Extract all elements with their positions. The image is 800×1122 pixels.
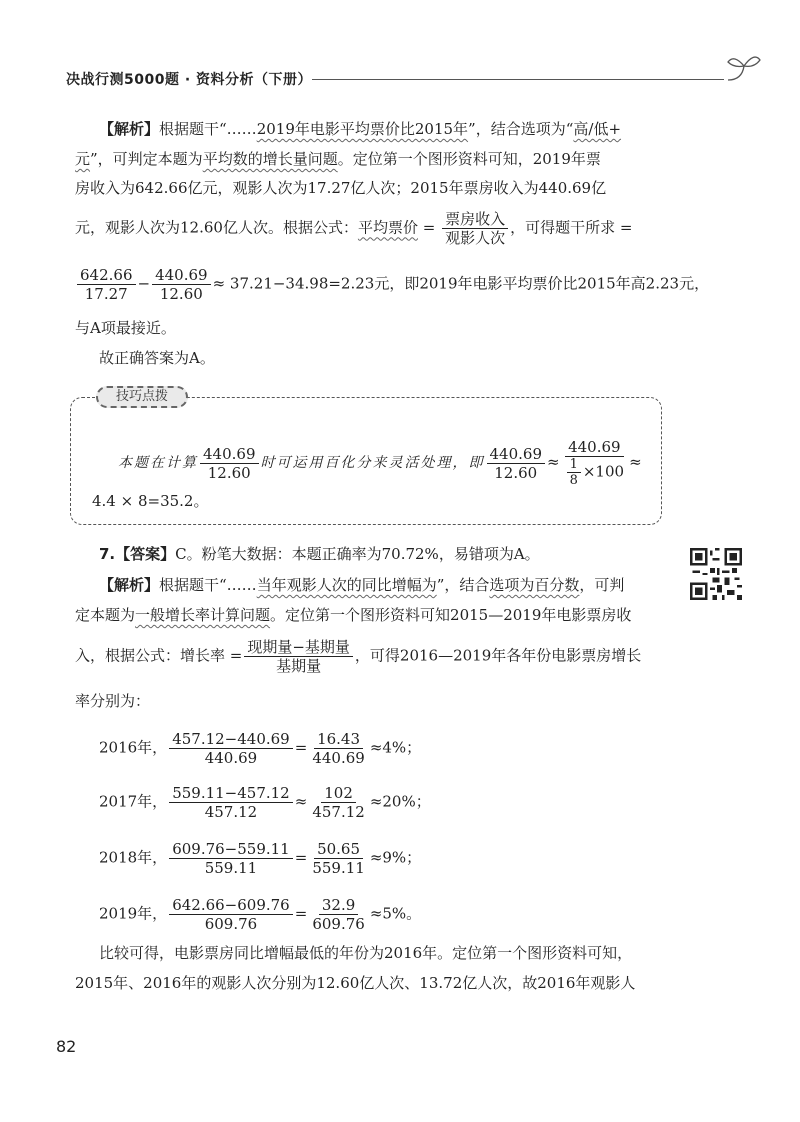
year: 2016年， [99,738,168,757]
answer-line [99,543,540,565]
denominator: 457.12 [204,803,258,821]
numerator: 16.43 [314,730,363,749]
denominator: 609.76 [312,915,365,933]
analysis-line: 元，观影人次为12.60亿人次。根据公式：平均票价 = $\frac{\text{票房收入}}{\text{观影人次}}$ ，可得题干所求 = [75,210,633,247]
analysis-line [99,118,621,140]
year: 2019年， [99,904,168,923]
operator: = [294,904,308,923]
tip-badge: 技巧点拨 [96,386,188,408]
fraction [309,896,368,933]
numerator: 440.69 [565,438,624,457]
text: 元，观影人次为12.60亿人次。根据公式： [75,218,358,237]
text: ”，结合 [436,576,490,594]
conclusion-line: 2015年、2016年的观影人次分别为12.60亿人次、13.72亿人次，故2016年观影人 [75,974,636,992]
analysis-line: $\frac{642.66}{17.27}$ − $\frac{440.69}{12.60}$ ≈ 37.21−34.98=2.23元，即2019年电影平均票价比2015年高2.23元， [75,266,709,303]
numerator: 1 [567,457,581,473]
denominator: 609.76 [204,915,258,933]
conclusion-line: 比较可得，电影票房同比增幅最低的年份为2016年。定位第一个图形资料可知， [99,944,633,962]
emphasis: 选项为百分数 [489,576,580,594]
numerator: 559.11−457.12 [169,784,293,803]
numerator: 642.66−609.76 [169,896,293,915]
numerator: 457.12−440.69 [169,730,293,749]
denominator: 12.60 [494,463,538,482]
text: 入，根据公式：增长率 = [75,646,243,665]
text: 定本题为 [75,606,136,624]
numerator: 440.69 [200,445,259,464]
analysis-line [99,574,624,596]
text: 根据题干“…… [159,576,257,594]
text: 本题在计算 [118,455,198,471]
denominator: 8 [569,473,578,488]
text: C。粉笔大数据：本题正确率为70.72%，易错项为A。 [175,545,540,563]
denominator: 基期量 [276,657,322,675]
numerator: 440.69 [487,445,546,464]
analysis-line: 故正确答案为A。 [99,349,215,367]
fraction [169,840,293,877]
fraction [562,438,627,488]
calc-row [99,896,421,933]
operator: ≈ [294,792,308,811]
running-header-title: 决战行测5000题 · 资料分析（下册） [66,72,313,88]
year: 2018年， [99,848,168,867]
tip-line: 4.4 × 8=35.2。 [92,492,209,510]
text: 。定位第一个图形资料可知，2019年票 [337,150,601,168]
denominator: 457.12 [312,803,365,821]
analysis-line: 率分别为： [75,692,151,710]
formula-fraction [442,210,508,247]
result: ≈9%； [369,848,422,867]
tip-line: 本题在计算 $\frac{440.69}{12.60}$ 时可运用百化分来灵活处理，即 $\frac{440.69}{12.60}$ ≈ 440.69 $\frac{1}{8}$ ×100 ≈ [118,438,642,488]
text: 根据题干“…… [159,120,257,138]
denominator: 559.11 [312,859,365,877]
fraction [309,730,368,767]
denominator [562,457,627,488]
text: 时可运用百化分来灵活处理，即 [260,455,485,471]
emphasis: 平均数的增长量问题 [202,150,338,168]
numerator: 50.65 [314,840,363,859]
operator: = [294,848,308,867]
fraction [169,784,293,821]
year: 2017年， [99,792,168,811]
header-rule [312,79,724,80]
denominator: 440.69 [204,749,258,767]
result: ≈5%。 [369,904,422,923]
formula-fraction [244,638,353,675]
analysis-line: 房收入为642.66亿元，观影人次为17.27亿人次；2015年票房收入为440.69亿 [75,179,607,197]
calc-row [99,840,421,877]
fraction [309,784,368,821]
operator: = [294,738,308,757]
numerator: 票房收入 [442,210,508,229]
numerator: 32.9 [319,896,358,915]
result: ≈4%； [369,738,422,757]
fraction [169,896,293,933]
denominator: 观影人次 [445,229,506,247]
emphasis: 2019年电影平均票价比2015年 [256,120,469,138]
text: 。定位第一个图形资料可知2015—2019年电影票房收 [270,606,632,624]
analysis-line: 与A项最接近。 [75,319,176,337]
fraction [309,840,368,877]
numerator: 642.66 [77,266,136,285]
fraction [77,266,136,303]
denominator: 12.60 [207,463,251,482]
text: ≈ 37.21−34.98=2.23元，即2019年电影平均票价比2015年高2.23元， [212,274,710,293]
answer-tag: 7.【答案】 [99,545,176,563]
numerator: 440.69 [152,266,211,285]
denominator: 559.11 [204,859,258,877]
text: ，可得题干所求 = [510,218,633,237]
denominator: 12.60 [159,285,203,303]
fraction [169,730,293,767]
emphasis: 平均票价 [357,218,418,237]
analysis-tag: 【解析】 [99,120,160,138]
fraction [200,445,259,482]
emphasis: 元 [75,150,91,168]
text: ”，可判定本题为 [90,150,203,168]
sprout-icon [724,52,764,84]
fraction [152,266,211,303]
analysis-tag: 【解析】 [99,576,160,594]
denominator: 440.69 [312,749,365,767]
multiplier: ×100 [582,462,625,481]
analysis-line [75,638,641,675]
emphasis: 当年观影人次的同比增幅为 [256,576,437,594]
emphasis: 高/低+ [573,120,622,138]
page-number: 82 [56,1037,77,1056]
numerator: 102 [321,784,356,803]
result: ≈20%； [369,792,431,811]
fraction [567,457,581,488]
text: ，可判 [579,576,625,594]
fraction [487,445,546,482]
numerator: 现期量−基期量 [244,638,353,657]
analysis-line [75,604,631,626]
text: ”，结合选项为“ [468,120,574,138]
numerator: 609.76−559.11 [169,840,293,859]
analysis-line [75,148,601,170]
calc-row [99,730,421,767]
emphasis: 一般增长率计算问题 [135,606,271,624]
text: ，可得2016—2019年各年份电影票房增长 [354,646,642,665]
qr-code-icon[interactable] [690,548,742,600]
denominator: 17.27 [84,285,128,303]
calc-row [99,784,431,821]
